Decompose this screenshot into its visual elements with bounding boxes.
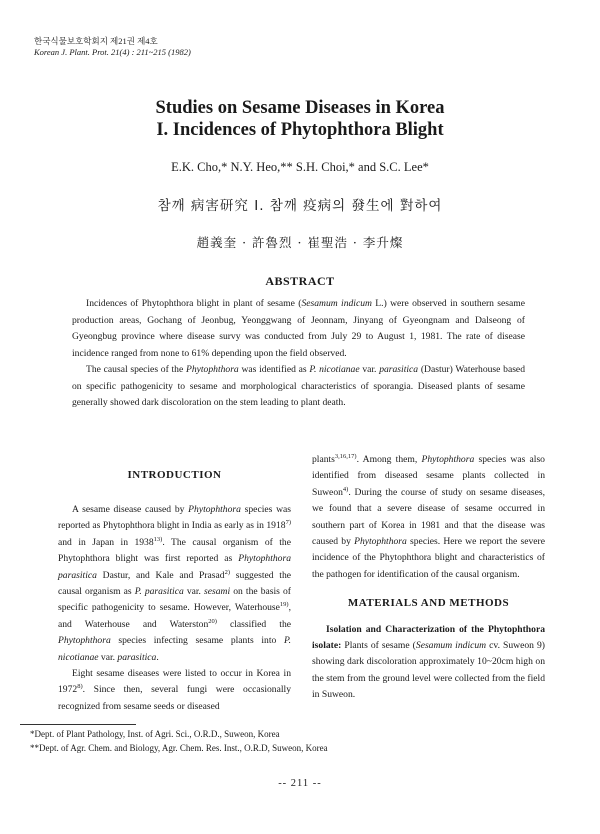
paper-title-line-1: Studies on Sesame Diseases in Korea (155, 98, 445, 118)
footnotes (30, 728, 328, 755)
methods-paragraph-1: Isolation and Characterization of the Phytophthora isolate: Plants of sesame (Sesamum indicum cv. Suweon 9) showing dark discoloration approximately 10~20cm high on the stem from the ground level were collected from the field in Suweon. (312, 623, 545, 701)
introduction-heading: INTRODUCTION (127, 469, 222, 481)
page-number: -- 211 -- (278, 778, 322, 789)
methods-subheading: Isolation and Characterization of the Phytophthora isolate: (312, 623, 545, 652)
abstract-paragraph-1: Incidences of Phytophthora blight in plant of sesame (Sesamum indicum L.) were observed in southern sesame production areas, Gochang of Jeonbug, Yeonggwang of Jeonnam, Jinyang of Gyeongnam and Dalseong of Gyeongbug province where disease survy was conducted from July 29 to August 1, 1981. The rate of disease incidence ranged from none to 61% depending upon the field observed. (72, 298, 525, 359)
abstract-paragraph-2: The causal species of the Phytophthora was identified as P. nicotianae var. parasitica (Dastur) Waterhouse based on specific pathogenicity to sesame and morphological characteristics of sporangia. Diseased plants of sesame generally showed dark discoloration on the stem leading to plant death. (72, 364, 525, 408)
author-list: E.K. Cho,* N.Y. Heo,** S.H. Choi,* and S.C. Lee* (171, 160, 429, 174)
journal-header (34, 36, 191, 58)
journal-korean-line: 한국식물보호학회지 제21권 제4호 (34, 36, 158, 46)
korean-title: 참깨 病害研究 I. 참깨 疫病의 發生에 對하여 (157, 198, 443, 214)
introduction-paragraph-1: A sesame disease caused by Phytophthora species was reported as Phytophthora blight in India as early as in 1918$^{7)}$ and in Japan in 1938$^{13)}$. The causal organism of the Phytophthora blight was first reported as Phytophthora parasitica Dastur, and Kale and Prasad$^{2)}$ suggested the causal organism as P. parasitica var. sesami on the basis of specific pathogenicity to sesame. However, Waterhouse$^{19)}$, and Waterhouse and Waterston$^{20)}$ classified the Phytophthora species infecting sesame plants into P. nicotianae var. parasitica. (58, 504, 292, 663)
footnote-2: **Dept. of Agr. Chem. and Biology, Agr. Chem. Res. Inst., O.R.D, Suweon, Korea (30, 742, 328, 753)
paper-title-line-2: I. Incidences of Phytophthora Blight (156, 120, 444, 140)
methods-heading: MATERIALS AND METHODS (347, 597, 510, 610)
korean-author-list: 趙義奎 · 許魯烈 · 崔聖浩 · 李升燦 (196, 235, 404, 250)
right-column (312, 452, 545, 704)
abstract-heading: ABSTRACT (265, 274, 335, 288)
introduction-paragraph-2: Eight sesame diseases were listed to occur in Korea in 1972$^{8)}$. Since then, several fungi were occasionally recognized from sesame seeds or diseased (58, 668, 291, 712)
footnote-rule (20, 724, 136, 725)
journal-citation-line: Korean J. Plant. Prot. 21(4) : 211~215 (1982) (34, 47, 191, 57)
introduction-paragraph-3: plants$^{3,16,17)}$. Among them, Phytophthora species was also identified from diseased sesame plants collected in Suweon$^{4)}$. During the course of study on sesame diseases, we found that a severe disease of sesame occurred in southern part of Korea in 1981 and that the disease was caused by Phytophthora species. Here we report the severe incidence of the Phytophthora blight and characteristics of the pathogen for identification of the causal organism. (312, 453, 546, 580)
abstract-body (72, 296, 525, 412)
left-column (58, 502, 291, 715)
footnote-1: *Dept. of Plant Pathology, Inst. of Agri. Sci., O.R.D., Suweon, Korea (30, 729, 280, 739)
